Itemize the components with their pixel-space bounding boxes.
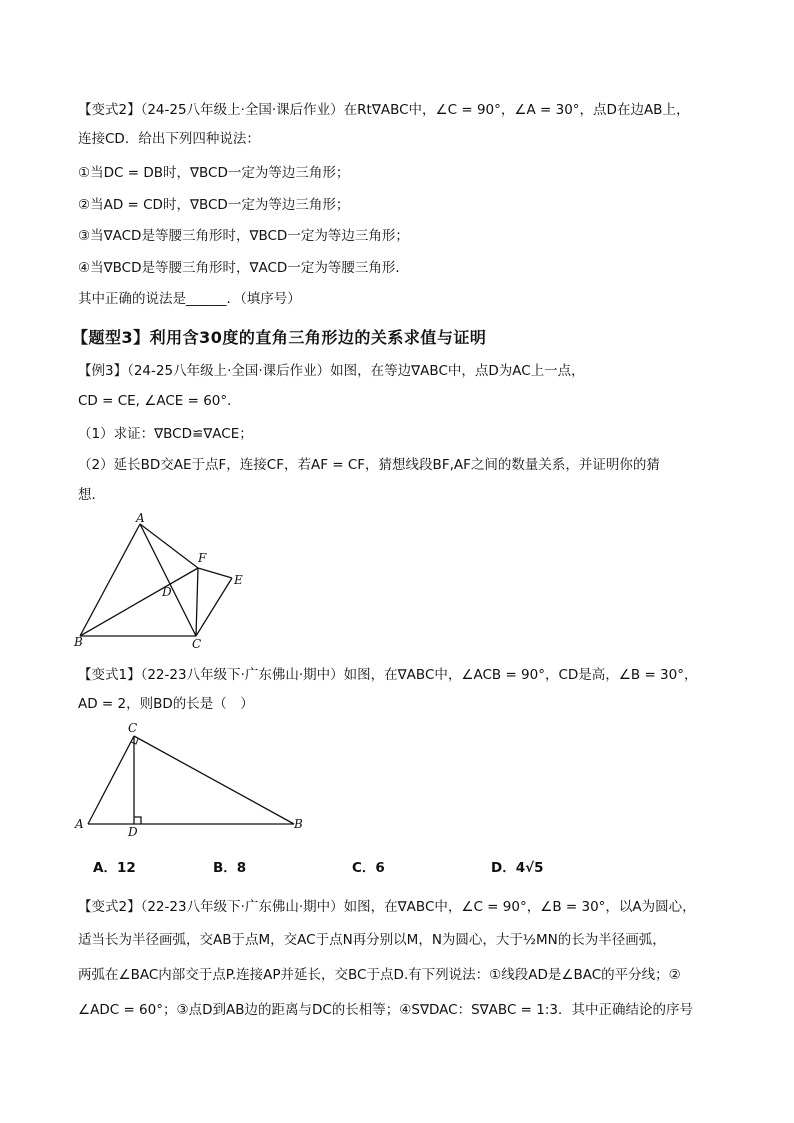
option-c[interactable]: C．6 [352, 860, 385, 876]
variant2a-item1: ①当DC = DB时，∇BCD一定为等边三角形； [78, 165, 350, 181]
label-b: B [74, 635, 83, 649]
edge-fe [198, 568, 232, 578]
variant2a-blank: 其中正确的说法是______．（填序号） [78, 291, 301, 307]
variant2a-item4: ④当∇BCD是等腰三角形时，∇ACD一定为等腰三角形． [78, 260, 409, 276]
label-a: A [136, 512, 145, 525]
edge-af [140, 524, 198, 568]
example3-question2b: 想． [78, 487, 105, 503]
example3-question1: （1）求证：∇BCD≌∇ACE； [78, 426, 253, 442]
example3-figure [70, 512, 250, 652]
edge-ac [88, 736, 134, 824]
label-f: F [198, 551, 207, 565]
variant2b-line4: ∠ADC = 60°；③点D到AB边的距离与DC的长相等；④S∇DAC：S∇ABC = 1:3．其中正确结论的序号 [78, 1002, 693, 1018]
variant1-line1: 【变式1】（22-23八年级下·广东佛山·期中）如图，在∇ABC中，∠ACB = 90°，CD是高，∠B = 30°， [78, 667, 698, 683]
variant2a-line2: 连接CD．给出下列四种说法： [78, 131, 260, 147]
label-c: C [192, 637, 202, 651]
label-c: C [128, 721, 138, 735]
label-d: D [162, 585, 172, 599]
label-d: D [128, 825, 138, 839]
label-e: E [234, 573, 243, 587]
edge-ce [196, 578, 232, 636]
edge-cf [196, 568, 198, 636]
variant1-figure [72, 720, 312, 840]
example3-line2: CD = CE, ∠ACE = 60°． [78, 393, 241, 409]
variant2a-item2: ②当AD = CD时，∇BCD一定为等边三角形； [78, 197, 350, 213]
variant2b-line2: 适当长为半径画弧，交AB于点M，交AC于点N再分别以M，N为圆心，大于½MN的长为半径画弧， [78, 932, 666, 948]
variant2a-line1: 【变式2】（24-25八年级上·全国·课后作业）在Rt∇ABC中，∠C = 90°，∠A = 30°，点D在边AB上， [78, 102, 690, 118]
variant2b-line1: 【变式2】（22-23八年级下·广东佛山·期中）如图，在∇ABC中，∠C = 90°，∠B = 30°，以A为圆心， [78, 899, 696, 915]
option-b[interactable]: B．8 [213, 860, 247, 876]
example3-question2a: （2）延长BD交AE于点F，连接CF，若AF = CF，猜想线段BF,AF之间的数量关系，并证明你的猜 [78, 457, 660, 473]
edge-bc [134, 736, 294, 824]
right-angle-d [134, 817, 141, 824]
edge-ac [140, 524, 196, 636]
variant2b-line3: 两弧在∠BAC内部交于点P.连接AP并延长，交BC于点D.有下列说法：①线段AD是∠BAC的平分线；② [78, 967, 681, 983]
example3-line1: 【例3】（24-25八年级上·全国·课后作业）如图，在等边∇ABC中，点D为AC上一点， [78, 363, 585, 379]
section-heading-3: 【题型3】利用含30度的直角三角形边的关系求值与证明 [72, 328, 487, 347]
variant1-line2: AD = 2，则BD的长是（ ） [78, 696, 254, 712]
variant2a-item3: ③当∇ACD是等腰三角形时，∇BCD一定为等边三角形； [78, 228, 409, 244]
option-a[interactable]: A．12 [93, 860, 136, 876]
label-a: A [75, 817, 84, 831]
label-b: B [294, 817, 303, 831]
option-d[interactable]: D．4√5 [491, 860, 544, 876]
